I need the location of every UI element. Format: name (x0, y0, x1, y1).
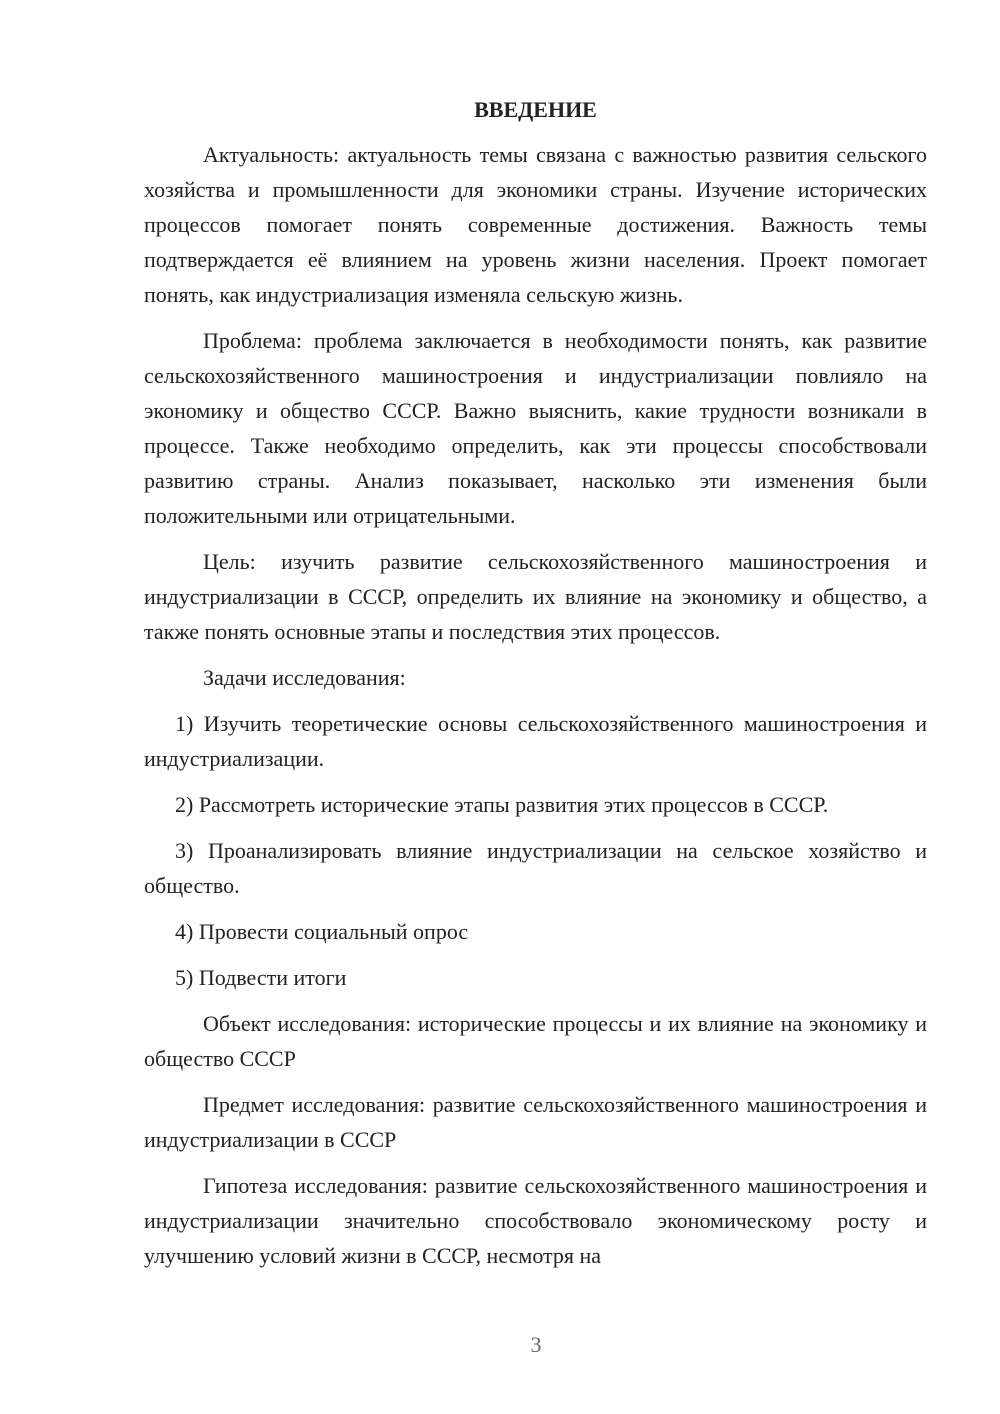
paragraph-object: Объект исследования: исторические процессы и их влияние на экономику и общество СССР (144, 1011, 927, 1071)
paragraph-subject: Предмет исследования: развитие сельскохозяйственного машиностроения и индустриализации в СССР (144, 1092, 927, 1152)
page-title: ВВЕДЕНИЕ (474, 97, 597, 122)
task-item-2: 2) Рассмотреть исторические этапы развития этих процессов в СССР. (175, 792, 829, 817)
task-item-1: 1) Изучить теоретические основы сельскохозяйственного машиностроения и индустриализации. (144, 711, 927, 771)
paragraph-goal: Цель: изучить развитие сельскохозяйственного машиностроения и индустриализации в СССР, определить их влияние на экономику и общество, а также понять основные этапы и последствия этих процессов. (144, 549, 927, 644)
task-item-4: 4) Провести социальный опрос (175, 919, 469, 944)
page-content (144, 92, 927, 1284)
paragraph-hypothesis: Гипотеза исследования: развитие сельскохозяйственного машиностроения и индустриализации значительно способствовало экономическому росту и улучшению условий жизни в СССР, несмотря на (144, 1173, 927, 1268)
paragraph-problem: Проблема: проблема заключается в необходимости понять, как развитие сельскохозяйственного машиностроения и индустриализации повлияло на экономику и общество СССР. Важно выяснить, какие трудности возникали в процессе. Также необходимо определить, как эти процессы способствовали развитию страны. Анализ показывает, насколько эти изменения были положительными или отрицательными. (144, 328, 927, 528)
task-item-3: 3) Проанализировать влияние индустриализации на сельское хозяйство и общество. (144, 838, 927, 898)
paragraph-relevance: Актуальность: актуальность темы связана с важностью развития сельского хозяйства и промышленности для экономики страны. Изучение исторических процессов помогает понять современные достижения. Важность темы подтверждается её влиянием на уровень жизни населения. Проект помогает понять, как индустриализация изменяла сельскую жизнь. (144, 142, 927, 307)
page-number: 3 (530, 1332, 542, 1357)
paragraph-tasks-heading: Задачи исследования: (203, 665, 406, 690)
task-item-5: 5) Подвести итоги (175, 965, 347, 990)
